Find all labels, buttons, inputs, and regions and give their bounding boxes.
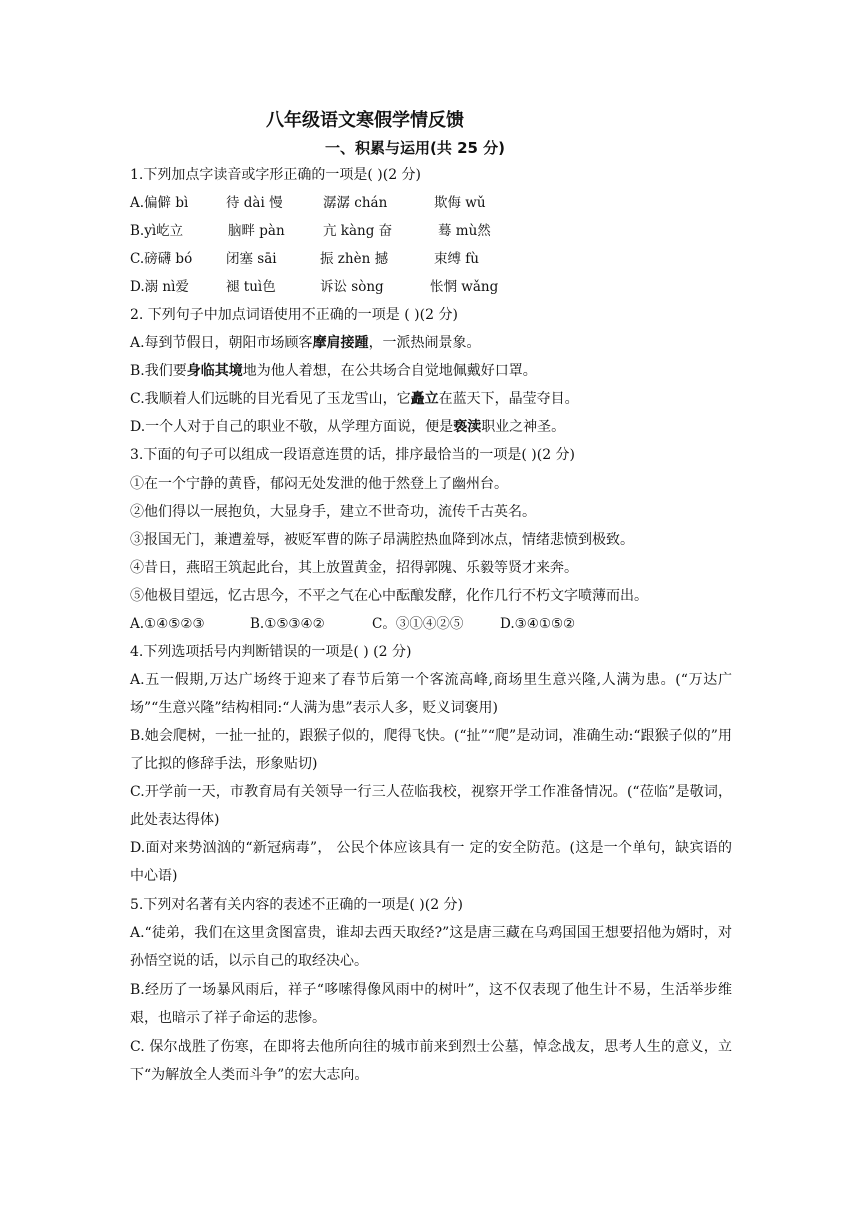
q2-option-c: C.我顺着人们远眺的目光看见了玉龙雪山，它矗立在蓝天下，晶莹夺目。 [130, 391, 579, 407]
q5-option-a: A.“徒弟，我们在这里贪图富贵，谁却去西天取经?”这是唐三藏在乌鸡国国王想要招他为婿时，对孙悟空说的话，以示自己的取经决心。 [130, 925, 732, 969]
q1-option-c-1: C.磅礴 bó [130, 251, 193, 267]
q3-option-d: D.③④①⑤② [500, 616, 576, 632]
q4-stem: 4.下列选项括号内判断错误的一项是( ) (2 分) [130, 644, 412, 660]
q1-option-a-3: 潺潺 chán [323, 195, 388, 211]
q1-option-d-2: 褪 tuì色 [226, 279, 276, 295]
q1-option-b-4: 蓦 mù然 [438, 223, 491, 239]
q2-option-a: A.每到节假日，朝阳市场顾客摩肩接踵，一派热闹景象。 [130, 335, 481, 351]
q1-option-a-2: 待 dài 慢 [226, 195, 283, 211]
q1-option-d-3: 诉讼 sòng [320, 279, 384, 295]
q4-option-c: C.开学前一天，市教育局有关领导一行三人莅临我校，视察开学工作准备情况。(“莅临”是敬词，此处表达得体) [130, 784, 732, 828]
q1-option-c-2: 闭塞 sāi [226, 251, 277, 267]
q3-option-b: B.①⑤③④② [250, 616, 325, 632]
q2-d-keyword: 亵渎 [453, 419, 482, 435]
q2-stem: 2. 下列句子中加点词语使用不正确的一项是 ( )(2 分) [130, 307, 458, 323]
q4-option-d: D.面对来势汹汹的“新冠病毒”， 公民个体应该具有一 定的安全防范。(这是一个单句，缺宾语的中心语) [130, 840, 732, 884]
q1-option-d-1: D.溺 nì爱 [130, 279, 189, 295]
q4-option-b: B.她会爬树，一扯一扯的，跟猴子似的，爬得飞快。(“扯”“爬”是动词，准确生动:“跟猴子似的”用了比拟的修辞手法，形象贴切) [130, 728, 732, 772]
q5-option-b: B.经历了一场暴风雨后，祥子“哆嗦得像风雨中的树叶”，这不仅表现了他生计不易，生活举步维艰，也暗示了祥子命运的悲惨。 [130, 982, 732, 1026]
q2-b-keyword: 身临其境 [186, 363, 243, 379]
q1-option-c-4: 束缚 fù [434, 251, 479, 267]
page-title: 八年级语文寒假学情反馈 [266, 110, 464, 131]
q3-sentence-3: ③报国无门，兼遭羞辱，被贬军曹的陈子昂满腔热血降到冰点，情绪悲愤到极致。 [130, 532, 634, 548]
q1-option-b-3: 亢 kàng 奋 [323, 223, 393, 239]
q2-option-b: B.我们要身临其境地为他人着想，在公共场合自觉地佩戴好口罩。 [130, 363, 537, 379]
q2-option-d: D.一个人对于自己的职业不敬，从学理方面说，便是亵渎职业之神圣。 [130, 419, 566, 435]
q3-sentence-5: ⑤他极目望远，忆古思今，不平之气在心中酝酿发酵，化作几行不朽文字喷薄而出。 [130, 588, 648, 604]
q5-option-c: C. 保尔战胜了伤寒，在即将去他所向往的城市前来到烈士公墓，悼念战友，思考人生的意义，立下“为解放全人类而斗争”的宏大志向。 [130, 1039, 732, 1083]
q1-option-a-4: 欺侮 wǔ [434, 195, 486, 211]
q1-option-d-4: 怅惘 wǎng [430, 279, 499, 295]
q2-c-keyword: 矗立 [410, 391, 439, 407]
q3-sentence-2: ②他们得以一展抱负，大显身手，建立不世奇功，流传千古英名。 [130, 504, 536, 520]
q3-sentence-1: ①在一个宁静的黄昏，郁闷无处发泄的他于然登上了幽州台。 [130, 476, 508, 492]
q5-stem: 5.下列对名著有关内容的表述不正确的一项是( )(2 分) [130, 897, 464, 913]
q2-a-keyword: 摩肩接踵 [312, 335, 369, 351]
q1-option-a-1: A.偏僻 bì [130, 195, 189, 211]
section-heading: 一、积累与运用(共 25 分) [324, 139, 506, 157]
q1-stem: 1.下列加点字读音或字形正确的一项是( )(2 分) [130, 167, 422, 183]
q1-option-b-1: B.yì屹立 [130, 223, 184, 239]
q3-sentence-4: ④昔日，燕昭王筑起此台，其上放置黄金，招得郭隗、乐毅等贤才来奔。 [130, 560, 578, 576]
q1-option-c-3: 振 zhèn 撼 [320, 251, 389, 267]
q3-option-c: C。③①④②⑤ [372, 616, 464, 632]
q1-option-b-2: 脑畔 pàn [228, 223, 285, 239]
q3-stem: 3.下面的句子可以组成一段语意连贯的话，排序最恰当的一项是( )(2 分) [130, 447, 576, 463]
q4-option-a: A.五一假期,万达广场终于迎来了春节后第一个客流高峰,商场里生意兴隆,人满为患。(“万达广场”“生意兴隆”结构相同:“人满为患”表示人多，贬义词褒用) [130, 672, 732, 716]
q3-option-a: A.①④⑤②③ [130, 616, 205, 632]
